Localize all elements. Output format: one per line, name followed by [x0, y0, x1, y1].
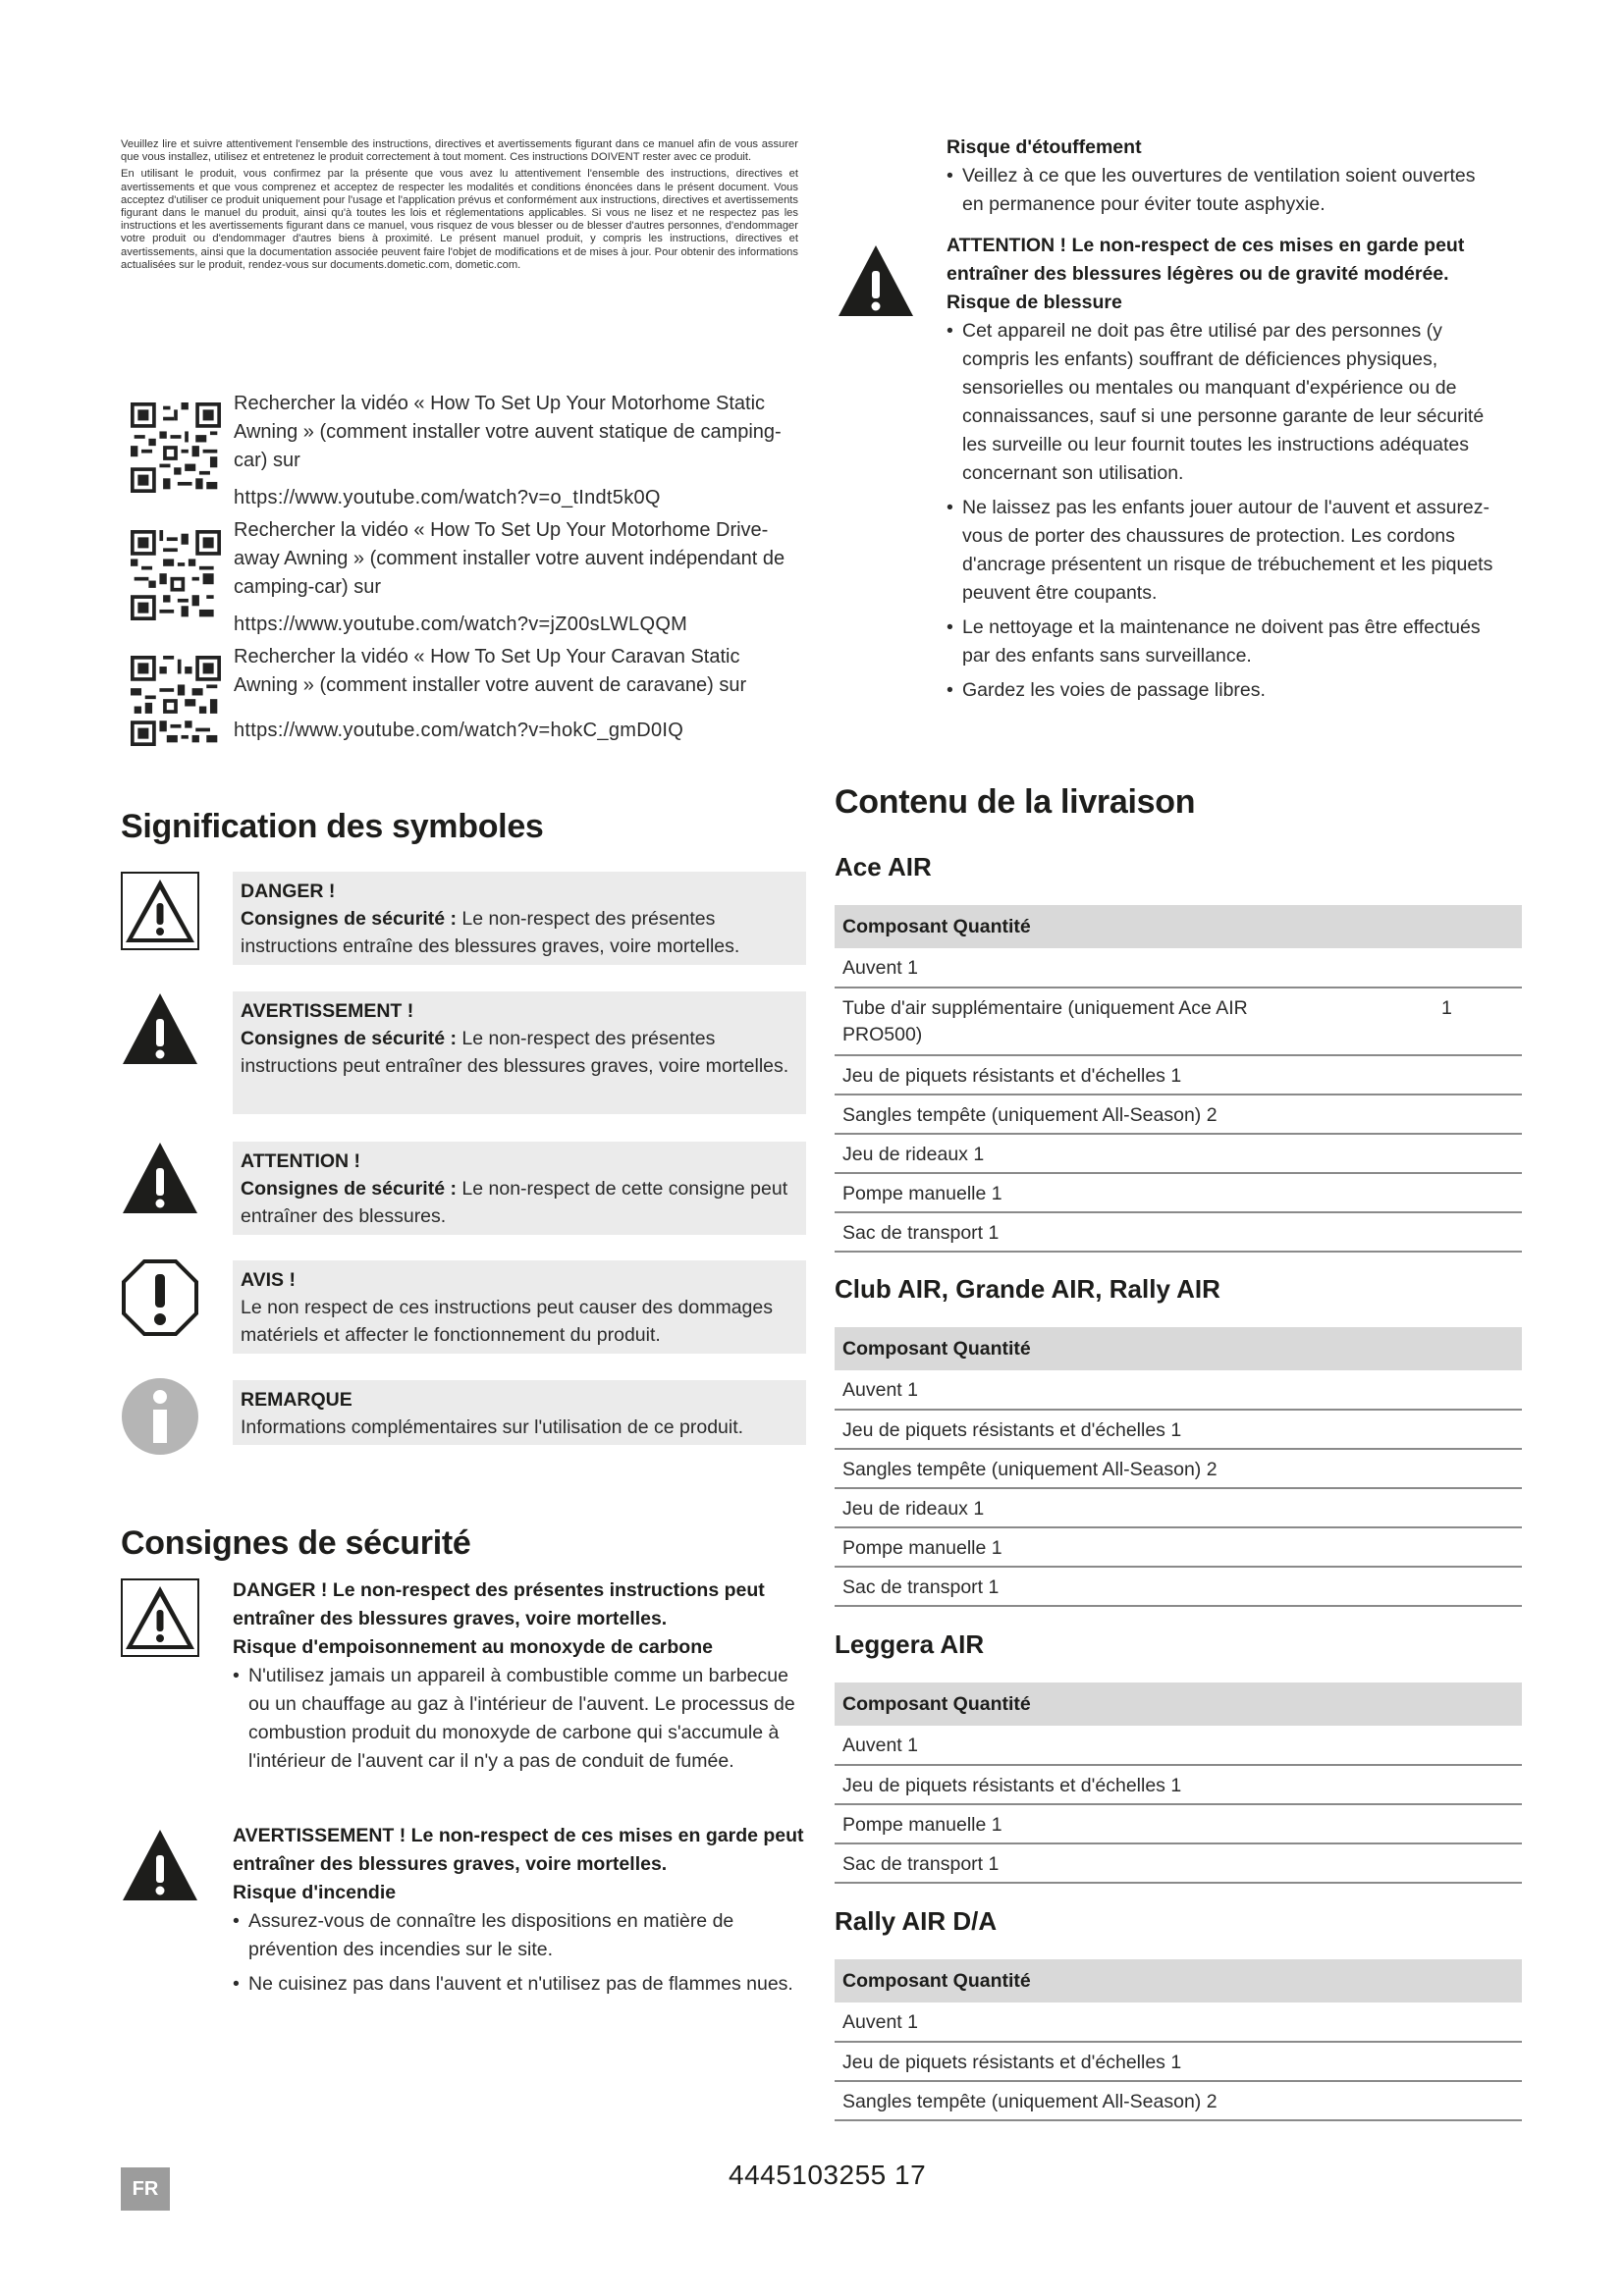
- list-item: • Ne laissez pas les enfants jouer autour de l'auvent et assurez-vous de porter des chaussures de protection. Les cordons d'ancrage présentent un risque de trébuchement et les piquets peuvent être coupants.: [947, 494, 1496, 608]
- list-item: • N'utilisez jamais un appareil à combustible comme un barbecue ou un chauffage au gaz à l'intérieur de l'auvent. Le processus de combustion produit du monoxyde de carbone qui s'accumule à l'intérieur de l'auvent car il n'y a pas de conduit de fumée.: [233, 1662, 806, 1776]
- intro-paragraph-1: Veuillez lire et suivre attentivement l'ensemble des instructions, directives et avertissements figurant dans ce manuel afin de vous assurer que vous installez, utilisez et entretenez le produit correctement à tout moment. Ces instructions DOIVENT rester avec ce produit.: [121, 138, 798, 164]
- list-item: • Le nettoyage et la maintenance ne doivent pas être effectués par des enfants sans surveillance.: [947, 614, 1496, 670]
- caution-title: ATTENTION !: [241, 1150, 361, 1172]
- remark-title: REMARQUE: [241, 1389, 352, 1411]
- video-3-link[interactable]: https://www.youtube.com/watch?v=hokC_gmD0IQ: [234, 720, 684, 741]
- table-row: Jeu de rideaux 1: [835, 1134, 1522, 1173]
- suffocation-block: [947, 133, 1496, 219]
- table-row: Sangles tempête (uniquement All-Season) 2: [835, 1449, 1522, 1488]
- warning-safety-title: AVERTISSEMENT ! Le non-respect de ces mises en garde peut entraîner des blessures graves, voire mortelles.: [233, 1825, 804, 1875]
- suffocation-risk: Risque d'étouffement: [947, 136, 1142, 158]
- caution-text: Le non-respect de cette consigne peut entraîner des blessures.: [241, 1178, 788, 1227]
- video-1-link[interactable]: https://www.youtube.com/watch?v=o_tIndt5k0Q: [234, 487, 661, 508]
- model-title: Ace AIR: [835, 852, 932, 881]
- table-row: Sangles tempête (uniquement All-Season) 2: [835, 2081, 1522, 2120]
- delivery-table: [835, 1959, 1522, 2121]
- notice-text: Le non respect de ces instructions peut causer des dommages matériels et affecter le fonctionnement du produit.: [241, 1297, 773, 1346]
- table-row: Sac de transport 1: [835, 1212, 1522, 1252]
- list-item: • Cet appareil ne doit pas être utilisé par des personnes (y compris les enfants) souffrant de déficiences physiques, sensorielles ou mentales ou manquant d'expérience ou de connaissances, sauf si une personne garante de leur sécurité les surveille ou leur fournit toutes les instructions adéquates concernant son utilisation.: [947, 317, 1496, 488]
- delivery-table: [835, 1682, 1522, 1884]
- caution-lead: Consignes de sécurité :: [241, 1178, 457, 1200]
- table-header: Composant Quantité: [835, 1959, 1522, 2002]
- caution-safety-risk: Risque de blessure: [947, 292, 1122, 313]
- qr-code-icon: [131, 530, 221, 620]
- table-row: Jeu de rideaux 1: [835, 1488, 1522, 1527]
- intro-paragraph-2: En utilisant le produit, vous confirmez par la présente que vous avez lu attentivement l'ensemble des instructions, directives et avertissements et que vous comprenez et acceptez de respecter les modalités et conditions énoncées dans le présent document. Vous acceptez d'utiliser ce produit uniquement pour l'usage et l'application prévus et conformément aux instructions, directives et avertissements figurant dans le manuel du produit, ainsi qu'à toutes les lois et réglementations applicables. Si vous ne lisez et ne respectez pas les instructions et les avertissements figurant dans ce manuel, vous risquez de vous blesser ou de blesser d'autres personnes, d'endommager votre produit ou d'endommager d'autres biens à proximité. Le présent manuel produit, y compris les instructions, directives et avertissements, ainsi que la documentation associée peuvent faire l'objet de modifications et de mises à jour. Pour obtenir des informations actualisées sur le produit, rendez-vous sur documents.dometic.com, dometic.com.: [121, 168, 798, 271]
- table-header: Composant Quantité: [835, 1682, 1522, 1726]
- table-row: Auvent 1: [835, 2002, 1522, 2042]
- table-row: Jeu de piquets résistants et d'échelles 1: [835, 1765, 1522, 1804]
- danger-text: Le non-respect des présentes instructions entraîne des blessures graves, voire mortelles.: [241, 908, 740, 957]
- video-3-text: Rechercher la vidéo « How To Set Up Your Caravan Static Awning » (comment installer votre auvent de caravane) sur: [234, 646, 747, 696]
- table-row: Auvent 1: [835, 1726, 1522, 1765]
- safety-heading: Consignes de sécurité: [121, 1524, 471, 1562]
- warning-lead: Consignes de sécurité :: [241, 1028, 457, 1049]
- page-number: 4445103255 17: [729, 2160, 927, 2190]
- warning-box: [233, 991, 806, 1114]
- video-1-text: Rechercher la vidéo « How To Set Up Your Motorhome Static Awning » (comment installer votre auvent statique de camping-car) sur: [234, 393, 782, 471]
- table-row: Pompe manuelle 1: [835, 1527, 1522, 1567]
- symbols-heading: Signification des symboles: [121, 808, 544, 845]
- warning-text: Le non-respect des présentes instructions peut entraîner des blessures graves, voire mortelles.: [241, 1028, 789, 1077]
- table-row: Tube d'air supplémentaire (uniquement Ace AIR PRO500) 1: [835, 988, 1522, 1055]
- danger-safety-title: DANGER ! Le non-respect des présentes instructions peut entraîner des blessures graves, voire mortelles.: [233, 1579, 765, 1629]
- warning-title: AVERTISSEMENT !: [241, 1000, 414, 1022]
- delivery-heading: Contenu de la livraison: [835, 783, 1196, 821]
- remark-box: [233, 1380, 806, 1445]
- danger-icon: [121, 872, 199, 950]
- danger-lead: Consignes de sécurité :: [241, 908, 457, 930]
- table-row: Jeu de piquets résistants et d'échelles 1: [835, 2042, 1522, 2081]
- table-row: Jeu de piquets résistants et d'échelles 1: [835, 1055, 1522, 1095]
- table-row: Pompe manuelle 1: [835, 1173, 1522, 1212]
- video-2-text: Rechercher la vidéo « How To Set Up Your Motorhome Drive-away Awning » (comment installer votre auvent indépendant de camping-car) sur: [234, 519, 785, 598]
- model-title: Leggera AIR: [835, 1629, 985, 1659]
- caution-safety-block: [947, 232, 1496, 705]
- delivery-table: [835, 1327, 1522, 1607]
- caution-box: [233, 1142, 806, 1235]
- table-row: Sac de transport 1: [835, 1843, 1522, 1883]
- notice-box: [233, 1260, 806, 1354]
- video-2-link[interactable]: https://www.youtube.com/watch?v=jZ00sLWLQQM: [234, 614, 688, 635]
- qr-code-icon: [131, 402, 221, 493]
- intro-text: [121, 138, 798, 276]
- caution-icon: [121, 1139, 199, 1217]
- table-row: Jeu de piquets résistants et d'échelles 1: [835, 1410, 1522, 1449]
- model-title: Rally AIR D/A: [835, 1906, 998, 1936]
- table-row: Sangles tempête (uniquement All-Season) 2: [835, 1095, 1522, 1134]
- danger-safety-block: [233, 1576, 806, 1776]
- list-item: • Veillez à ce que les ouvertures de ventilation soient ouvertes en permanence pour éviter toute asphyxie.: [947, 162, 1496, 219]
- warning-icon: [121, 1826, 199, 1904]
- info-icon: [121, 1377, 199, 1456]
- caution-icon: [837, 241, 915, 320]
- notice-icon: [121, 1258, 199, 1337]
- list-item: • Assurez-vous de connaître les dispositions en matière de prévention des incendies sur le site.: [233, 1907, 806, 1964]
- language-badge: FR: [121, 2167, 170, 2211]
- warning-icon: [121, 989, 199, 1068]
- table-row: Pompe manuelle 1: [835, 1804, 1522, 1843]
- delivery-table: [835, 905, 1522, 1253]
- warning-safety-block: [233, 1822, 806, 1999]
- danger-icon: [121, 1578, 199, 1657]
- table-row: Auvent 1: [835, 948, 1522, 988]
- danger-title: DANGER !: [241, 881, 336, 902]
- list-item: • Ne cuisinez pas dans l'auvent et n'utilisez pas de flammes nues.: [233, 1970, 806, 1999]
- table-header: Composant Quantité: [835, 905, 1522, 948]
- danger-safety-risk: Risque d'empoisonnement au monoxyde de carbone: [233, 1636, 713, 1658]
- table-row: Auvent 1: [835, 1370, 1522, 1410]
- list-item: • Gardez les voies de passage libres.: [947, 676, 1496, 705]
- danger-box: [233, 872, 806, 965]
- caution-safety-title: ATTENTION ! Le non-respect de ces mises en garde peut entraîner des blessures légères ou de gravité modérée.: [947, 235, 1465, 285]
- qr-code-icon: [131, 656, 221, 746]
- remark-text: Informations complémentaires sur l'utilisation de ce produit.: [241, 1416, 744, 1438]
- warning-safety-risk: Risque d'incendie: [233, 1882, 397, 1903]
- model-title: Club AIR, Grande AIR, Rally AIR: [835, 1274, 1220, 1304]
- table-header: Composant Quantité: [835, 1327, 1522, 1370]
- notice-title: AVIS !: [241, 1269, 296, 1291]
- table-row: Sac de transport 1: [835, 1567, 1522, 1606]
